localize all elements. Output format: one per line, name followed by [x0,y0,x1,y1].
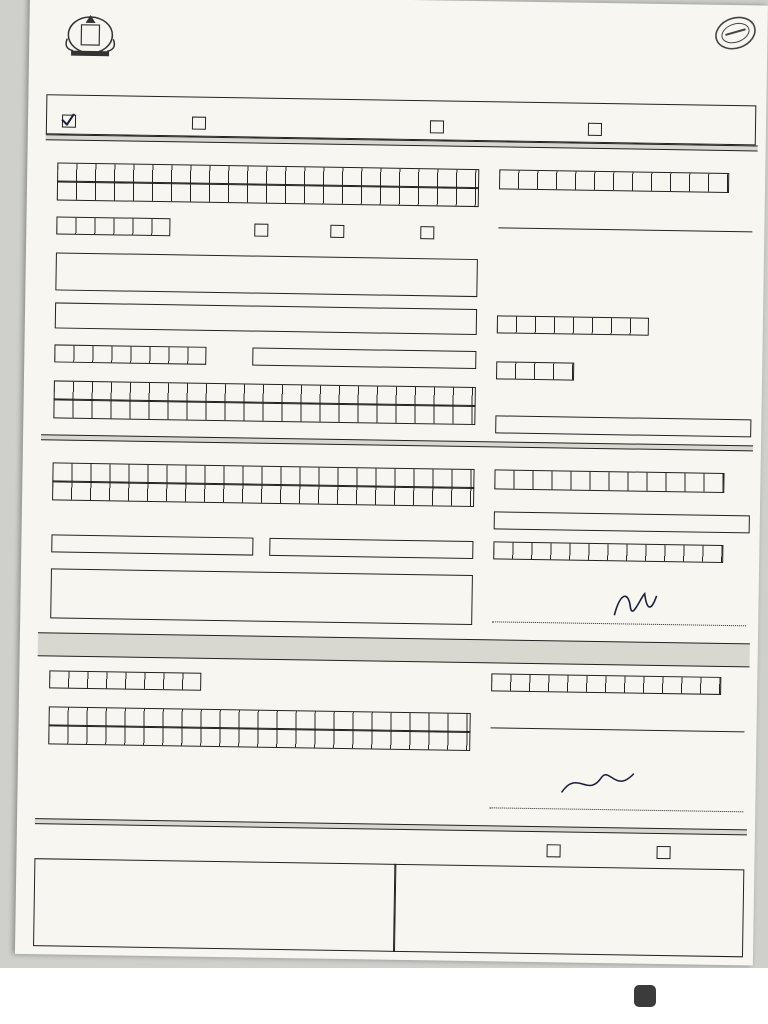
signature-line [489,807,743,812]
informant-occupation-box [269,538,473,559]
time-of-death-grid [496,361,574,380]
coat-of-arms-icon [59,8,122,59]
checkbox-other[interactable] [588,123,602,136]
side-label [15,764,36,944]
checkbox-death[interactable] [62,115,76,128]
section-d-box [33,858,396,952]
officer-doc-no-grid [491,673,721,695]
section-b-header [41,434,753,451]
address-box [55,252,478,297]
camscanner-footer [0,968,768,1024]
act-line [29,38,767,50]
dob-grid [54,344,206,364]
doc-no-grid [499,169,729,193]
camscanner-logo-icon [634,985,656,1007]
officer-signature [557,762,638,803]
section-e-box [393,864,744,957]
divider [491,727,745,732]
checkbox-male[interactable] [254,224,268,237]
act-line [29,60,767,72]
checkbox-female[interactable] [330,225,344,238]
place-box [55,302,477,335]
form-title [30,0,768,12]
state-box [252,348,476,370]
checkbox-burial-of-limbs[interactable] [192,117,206,130]
jpn-seal-icon [711,13,760,54]
checkbox-yes[interactable] [547,844,561,857]
informant-doc-no-grid [494,469,724,493]
act-line [29,70,767,82]
informant-address-box [50,568,473,625]
informant-declaration [493,573,743,577]
checkbox-stillbirth[interactable] [430,120,444,133]
informant-doc-type-box [494,511,750,533]
dept-use-header [35,818,747,835]
date-of-death-grid [497,315,649,335]
act-line [29,50,767,62]
divider [498,227,752,232]
act-line [29,28,767,40]
informant-signature [610,587,661,622]
checkbox-doubt[interactable] [420,226,434,239]
signature-line [492,621,746,626]
collection-box [495,415,751,437]
phone-grid [493,541,723,563]
death-register-form [15,0,768,965]
form-subtitle [30,12,768,24]
checkbox-no[interactable] [656,846,670,859]
section-c-header [38,632,750,667]
relationship-box [51,534,253,555]
reg-date-grid [49,670,201,690]
age-grid [56,216,170,236]
